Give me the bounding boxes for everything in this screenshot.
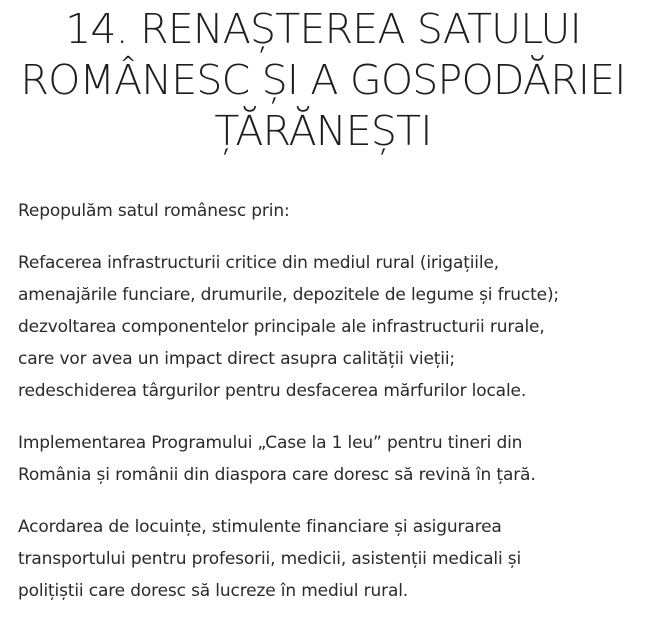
article-body	[18, 195, 638, 627]
paragraph-line: amenajările funciare, drumurile, depozitele de legume și fructe);	[18, 285, 559, 305]
intro-paragraph	[18, 195, 638, 227]
title-line: ȚĂRĂNEȘTI	[214, 107, 432, 155]
housing-program-paragraph	[18, 427, 638, 491]
paragraph-line: care vor avea un impact direct asupra calității vieții;	[18, 349, 456, 369]
paragraph-line: Implementarea Programului „Case la 1 leu” pentru tineri din	[18, 433, 523, 453]
infrastructure-paragraph	[18, 247, 638, 407]
paragraph-line: redeschiderea târgurilor pentru desfacerea mărfurilor locale.	[18, 381, 527, 401]
paragraph-line: dezvoltarea componentelor principale ale infrastructurii rurale,	[18, 317, 545, 337]
paragraph-line: Acordarea de locuințe, stimulente financiare și asigurarea	[18, 517, 502, 537]
paragraph-line: polițiștii care doresc să lucreze în mediul rural.	[18, 581, 409, 601]
title-line: 14. RENAȘTEREA SATULUI	[65, 5, 581, 53]
page-title	[0, 0, 646, 157]
paragraph-line: România și românii din diaspora care doresc să revină în țară.	[18, 465, 536, 485]
professionals-paragraph	[18, 511, 638, 607]
paragraph-line: Refacerea infrastructurii critice din mediul rural (irigațiile,	[18, 253, 500, 273]
title-line: ROMÂNESC ȘI A GOSPODĂRIEI	[20, 56, 626, 104]
paragraph-line: transportului pentru profesorii, medicii, asistenții medicali și	[18, 549, 522, 569]
paragraph-line: Repopulăm satul românesc prin:	[18, 201, 290, 221]
